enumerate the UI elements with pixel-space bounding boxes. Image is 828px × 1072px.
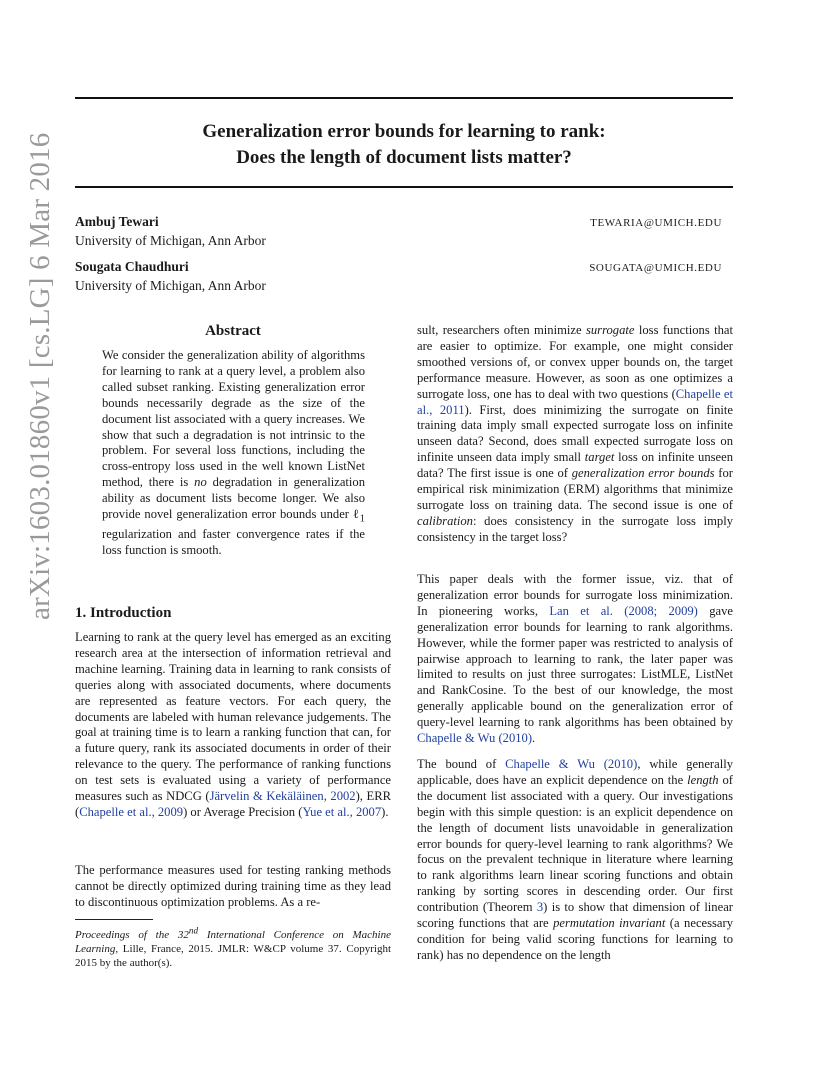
citation-link[interactable]: Chapelle et al., 2011 [417, 386, 734, 417]
abstract-emphasis: no [194, 475, 207, 490]
author-1-email[interactable]: TEWARIA@UMICH.EDU [590, 217, 722, 229]
title-top-rule [75, 97, 733, 99]
intro-paragraph-2: The performance measures used for testing ranking methods cannot be directly optimized during training time as they lead to discontinuous optimization problems. As a re- [75, 863, 391, 909]
citation-link[interactable]: Chapelle & Wu (2010) [505, 757, 638, 771]
author-1-affiliation: University of Michigan, Ann Arbor [75, 233, 266, 248]
paper-title-line-2: Does the length of document lists matter? [236, 147, 572, 168]
abstract-body: We consider the generalization ability of algorithms for learning to rank at a query level, a problem also called subset ranking. Existing generalization error bounds necessarily degrade as the size of the document list associated with a query increases. We show that such a degradation is not intrinsic to the problem. For several loss functions, including the cross-entropy loss used in the well known ListNet method, there is no degradation in generalization ability as document lists become longer. We also provide novel generalization error bounds under ℓ$_1$ regularization and faster convergence rates if the loss function is smooth. [102, 348, 365, 558]
theorem-reference-link[interactable]: 3 [536, 900, 544, 915]
author-2-affiliation: University of Michigan, Ann Arbor [75, 278, 266, 293]
intro-paragraph-1: Learning to rank at the query level has emerged as an exciting research area at the intersection of information retrieval and machine learning. Training data in learning to rank consists of queries along with associated documents, where documents are represented as feature vectors. For each query, the documents are labeled with human relevance judgements. The goal at training time is to learn a ranking function that can, for a future query, rank its associated documents in order of their relevance to the query. The performance of ranking functions on test sets is evaluated using a variety of performance measures such as NDCG (Järvelin & Kekäläinen, 2002), ERR (Chapelle et al., 2009) or Average Precision (Yue et al., 2007). [75, 630, 391, 819]
paper-title-line-1: Generalization error bounds for learning to rank: [202, 121, 606, 142]
footnote-rule [75, 919, 153, 920]
citation-link[interactable]: Yue et al., 2007 [302, 804, 382, 819]
citation-link[interactable]: Chapelle & Wu (2010) [417, 731, 533, 746]
title-bottom-rule [75, 186, 733, 188]
section-heading-introduction: 1. Introduction [75, 605, 172, 621]
author-2-email[interactable]: SOUGATA@UMICH.EDU [589, 262, 722, 274]
citation-link[interactable]: Järvelin & Kekäläinen, 2002 [209, 789, 356, 804]
proceedings-footnote: Proceedings of the 32nd International Conference on Machine Learning, Lille, France, 2015. JMLR: W&CP volume 37. Copyright 2015 by the author(s). [75, 925, 391, 969]
intro-paragraph-4: This paper deals with the former issue, viz. that of generalization error bounds for surrogate loss minimization. In pioneering works, Lan et al. (2008; 2009) gave generalization error bounds for learning to rank algorithms. However, while the former paper was restricted to analysis of pairwise approach to learning to rank, the later paper was limited to results on just three surrogates: ListMLE, ListNet and RankCosine. To the best of our knowledge, the most generally applicable bound on the generalization error of query-level learning to rank algorithms has been obtained by Chapelle & Wu (2010). [417, 572, 734, 746]
arxiv-identifier-stamp: arXiv:1603.01860v1 [cs.LG] 6 Mar 2016 [24, 132, 56, 620]
citation-link[interactable]: Lan et al. (2008; 2009) [549, 603, 698, 618]
intro-paragraph-5: The bound of Chapelle & Wu (2010), while generally applicable, does have an explicit dependence on the length of the document list associated with a query. Our investigations begin with this simple question: is an explicit dependence on the length of document lists unavoidable in generalization error bounds for query-level learning to rank algorithms? We focus on the prevalent technique in literature where learning to rank algorithms learn linear scoring functions and obtain ranking by sorting scores in descending order. Our first contribution (Theorem 3) is to show that dimension of linear scoring functions that are permutation invariant (a necessary condition for being valid scoring functions for learning to rank) has no dependence on the length [417, 757, 734, 962]
intro-paragraph-3: sult, researchers often minimize surrogate loss functions that are easier to optimize. For example, one might consider smoothed versions of, or convex upper bounds on, the target performance measure. However, as soon as one optimizes a surrogate loss, one has to deal with two questions (Chapelle et al., 2011). First, does minimizing the surrogate on finite training data imply small expected surrogate loss on infinite unseen data? Second, does small expected surrogate loss on infinite unseen data imply small target loss on infinite unseen data? The first issue is one of generalization error bounds for empirical risk minimization (ERM) algorithms that minimize surrogate loss on training data. The second issue is one of calibration: does consistency in the surrogate loss imply consistency in the target loss? [417, 323, 734, 544]
abstract-heading: Abstract [205, 323, 261, 339]
citation-link[interactable]: Chapelle et al., 2009 [79, 804, 184, 819]
author-1-name: Ambuj Tewari [75, 214, 159, 229]
author-2-name: Sougata Chaudhuri [75, 259, 189, 274]
